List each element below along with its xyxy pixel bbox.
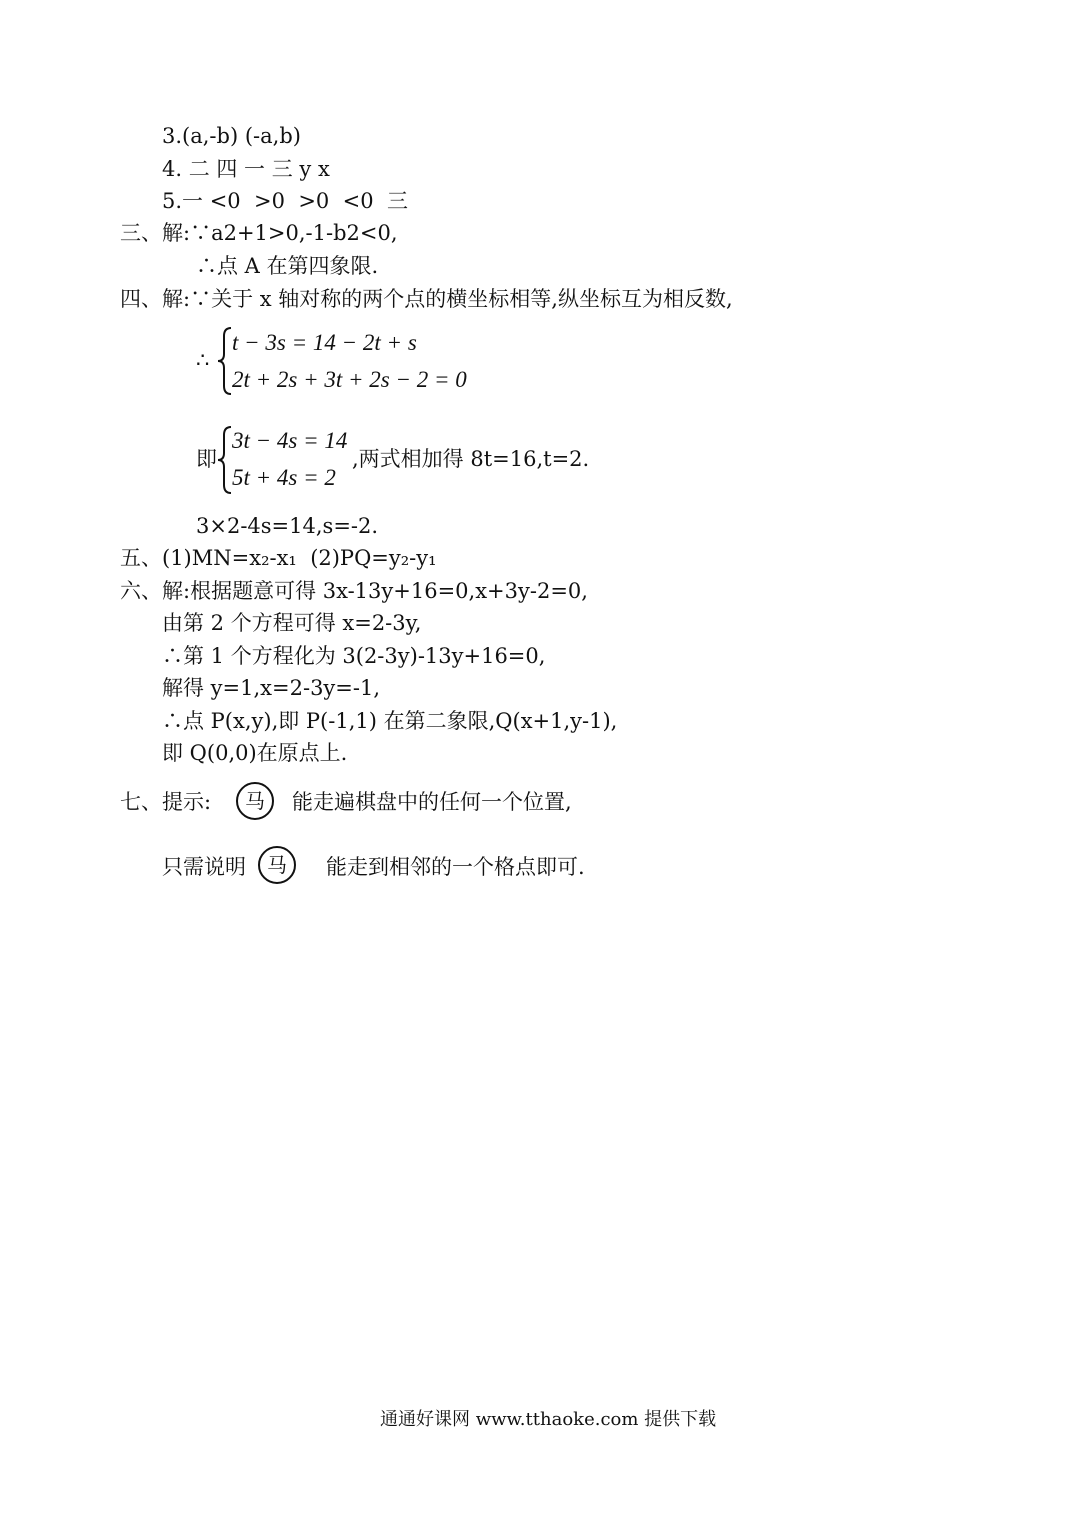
answer-4: 4. 二 四 一 三 y x — [162, 157, 330, 181]
equation-1a: t − 3s = 14 − 2t + s — [232, 330, 417, 355]
page-footer: 通通好课网 www.tthaoke.com 提供下载 — [380, 1409, 717, 1430]
section-5-answer: 五、(1)MN=x₂-x₁ (2)PQ=y₂-y₁ — [120, 546, 437, 570]
section-3-solution: 三、解:∵a2+1>0,-1-b2<0, — [120, 221, 398, 245]
section-6-step-1: 由第 2 个方程可得 x=2-3y, — [162, 611, 422, 635]
section-7-text: 能走遍棋盘中的任何一个位置, — [292, 790, 572, 814]
section-6-solution: 六、解:根据题意可得 3x-13y+16=0,x+3y-2=0, — [120, 579, 588, 603]
horse-piece-icon: 马 — [236, 782, 274, 820]
section-6-step-4: ∴点 P(x,y),即 P(-1,1) 在第二象限,Q(x+1,y-1), — [162, 709, 618, 733]
section-6-step-3: 解得 y=1,x=2-3y=-1, — [162, 676, 381, 700]
section-6-step-2: ∴第 1 个方程化为 3(2-3y)-13y+16=0, — [162, 644, 546, 668]
answer-5: 5.一 <0 >0 >0 <0 三 — [162, 189, 408, 213]
sum-result: ,两式相加得 8t=16,t=2. — [352, 447, 590, 471]
horse-piece-icon: 马 — [258, 846, 296, 884]
equation-1b: 2t + 2s + 3t + 2s − 2 = 0 — [232, 367, 467, 392]
section-4-solution: 四、解:∵关于 x 轴对称的两个点的横坐标相等,纵坐标互为相反数, — [120, 287, 733, 311]
ji-label: 即 — [196, 447, 217, 471]
section-7-hint-text: 能走到相邻的一个格点即可. — [326, 855, 585, 879]
section-3-conclusion: ∴点 A 在第四象限. — [196, 254, 379, 278]
equation-2a: 3t − 4s = 14 — [232, 428, 348, 453]
substitution-result: 3×2-4s=14,s=-2. — [196, 514, 379, 538]
section-7-hint-prefix: 只需说明 — [162, 855, 246, 879]
therefore-symbol: ∴ — [196, 348, 210, 372]
answer-3: 3.(a,-b) (-a,b) — [162, 124, 301, 148]
equation-2b: 5t + 4s = 2 — [232, 465, 336, 490]
section-7-prefix: 七、提示: — [120, 790, 212, 814]
section-6-conclusion: 即 Q(0,0)在原点上. — [162, 741, 348, 765]
